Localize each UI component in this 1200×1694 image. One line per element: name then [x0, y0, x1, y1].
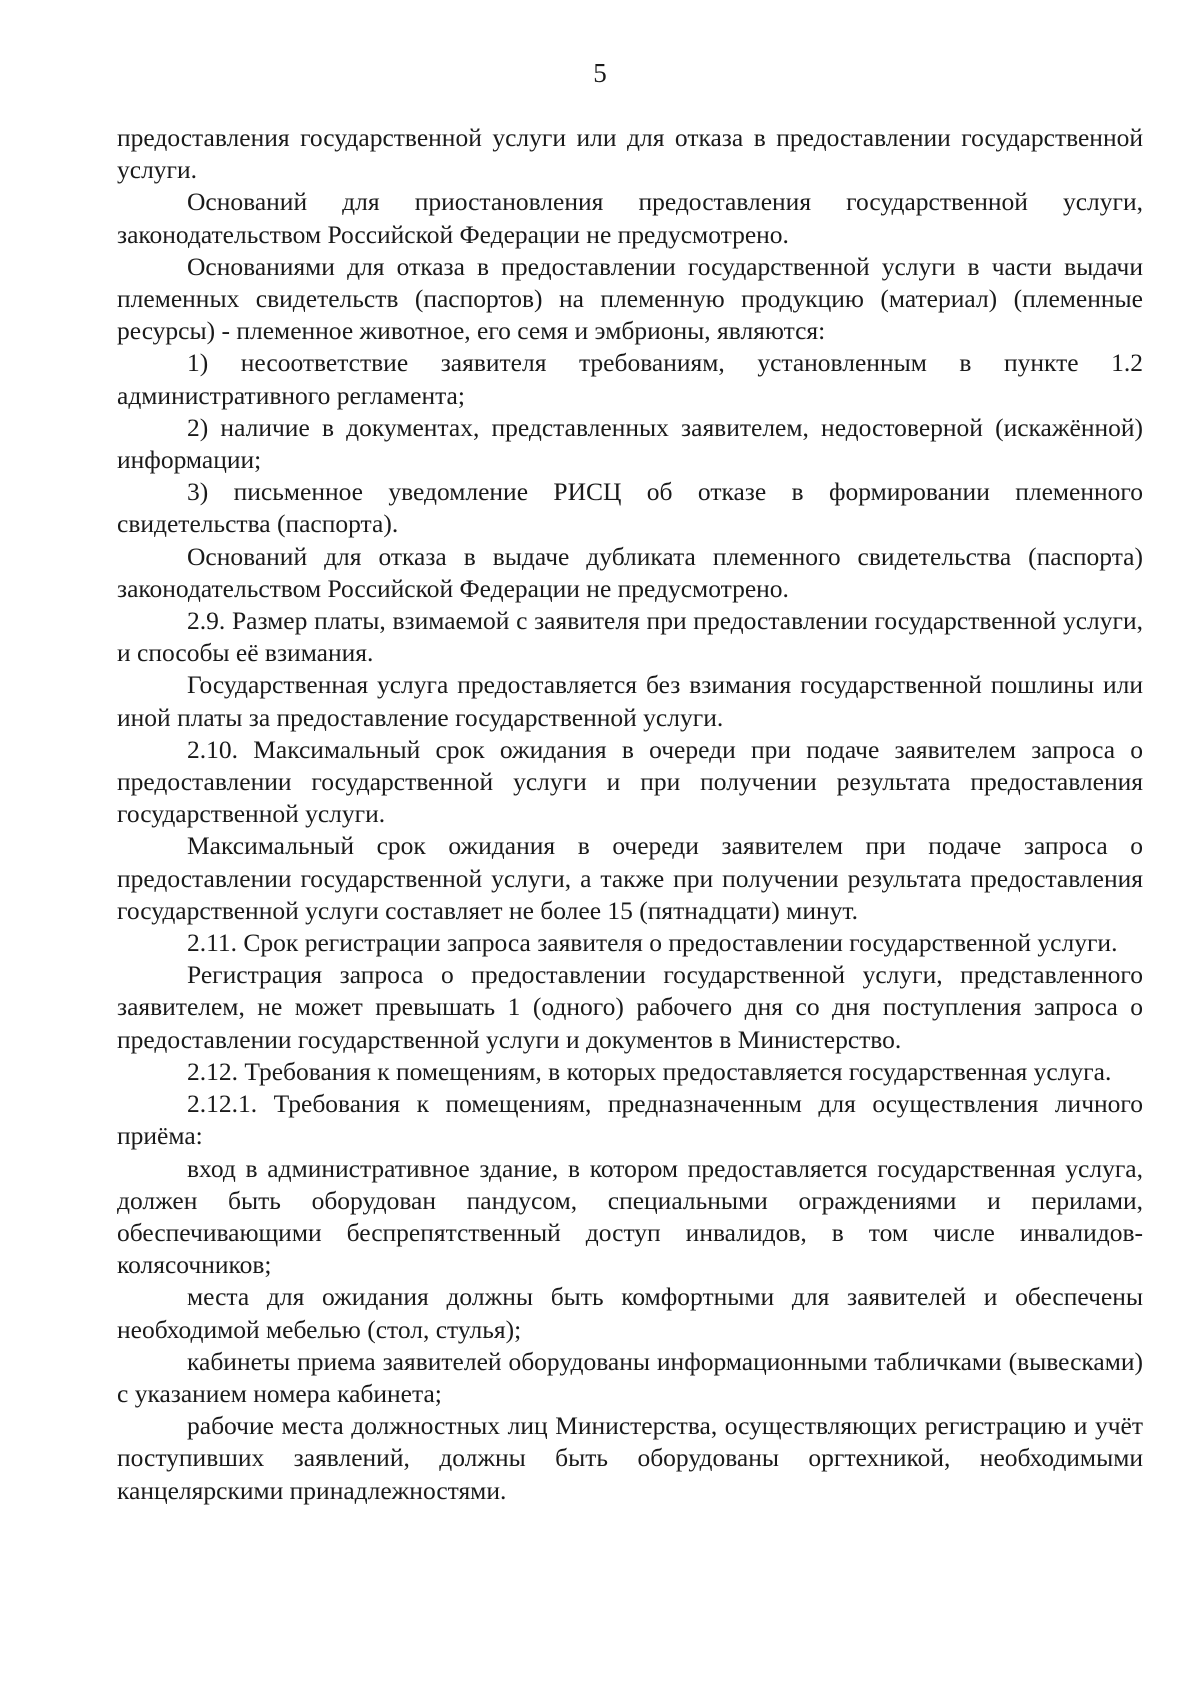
paragraph: вход в административное здание, в котором предоставляется государственная услуга, должен быть оборудован пандусом, специальными ограждениями и перилами, обеспечивающими беспрепятственный доступ инвалидов, в том числе инвалидов-колясочников;: [117, 1153, 1143, 1280]
paragraph: Максимальный срок ожидания в очереди заявителем при подаче запроса о предоставлении государственной услуги, а также при получении результата предоставления государственной услуги составляет не более 15 (пятнадцати) минут.: [117, 831, 1143, 925]
paragraph: 3) письменное уведомление РИСЦ об отказе в формировании племенного свидетельства (паспорта).: [117, 477, 1143, 539]
paragraph: Государственная услуга предоставляется без взимания государственной пошлины или иной платы за предоставление государственной услуги.: [117, 670, 1143, 732]
paragraph: Основаниями для отказа в предоставлении государственной услуги в части выдачи племенных свидетельств (паспортов) на племенную продукцию (материал) (племенные ресурсы) - племенное животное, его семя и эмбрионы, являются:: [117, 251, 1143, 346]
paragraph: 2.11. Срок регистрации запроса заявителя о предоставлении государственной услуги.: [187, 928, 1118, 958]
paragraph: Оснований для приостановления предоставления государственной услуги, законодательством Российской Федерации не предусмотрено.: [117, 187, 1143, 249]
paragraph: 2.10. Максимальный срок ожидания в очереди при подаче заявителем запроса о предоставлении государственной услуги и при получении результата предоставления государственной услуги.: [117, 734, 1143, 829]
paragraph: 1) несоответствие заявителя требованиям, установленным в пункте 1.2 административного регламента;: [117, 348, 1143, 410]
paragraph: 2.9. Размер платы, взимаемой с заявителя при предоставлении государственной услуги, и способы её взимания.: [117, 606, 1143, 668]
paragraph: места для ожидания должны быть комфортными для заявителей и обеспечены необходимой мебелью (стол, стулья);: [117, 1282, 1143, 1344]
paragraph: Оснований для отказа в выдаче дубликата племенного свидетельства (паспорта) законодательством Российской Федерации не предусмотрено.: [117, 541, 1143, 603]
paragraph: Регистрация запроса о предоставлении государственной услуги, представленного заявителем, не может превышать 1 (одного) рабочего дня со дня поступления запроса о предоставлении государственной услуги и документов в Министерство.: [117, 960, 1143, 1054]
paragraph: 2) наличие в документах, представленных заявителем, недостоверной (искажённой) информации;: [117, 412, 1143, 475]
paragraph: предоставления государственной услуги или для отказа в предоставлении государственной услуги.: [117, 123, 1143, 185]
paragraph: 2.12.1. Требования к помещениям, предназначенным для осуществления личного приёма:: [117, 1089, 1143, 1151]
paragraph: 2.12. Требования к помещениям, в которых предоставляется государственная услуга.: [187, 1056, 1112, 1086]
document-body: [117, 122, 1143, 1507]
paragraph: кабинеты приема заявителей оборудованы информационными табличками (вывесками) с указанием номера кабинета;: [117, 1346, 1143, 1408]
paragraph: рабочие места должностных лиц Министерства, осуществляющих регистрацию и учёт поступивших заявлений, должны быть оборудованы оргтехникой, необходимыми канцелярскими принадлежностями.: [117, 1411, 1143, 1505]
page-number: 5: [593, 58, 607, 88]
